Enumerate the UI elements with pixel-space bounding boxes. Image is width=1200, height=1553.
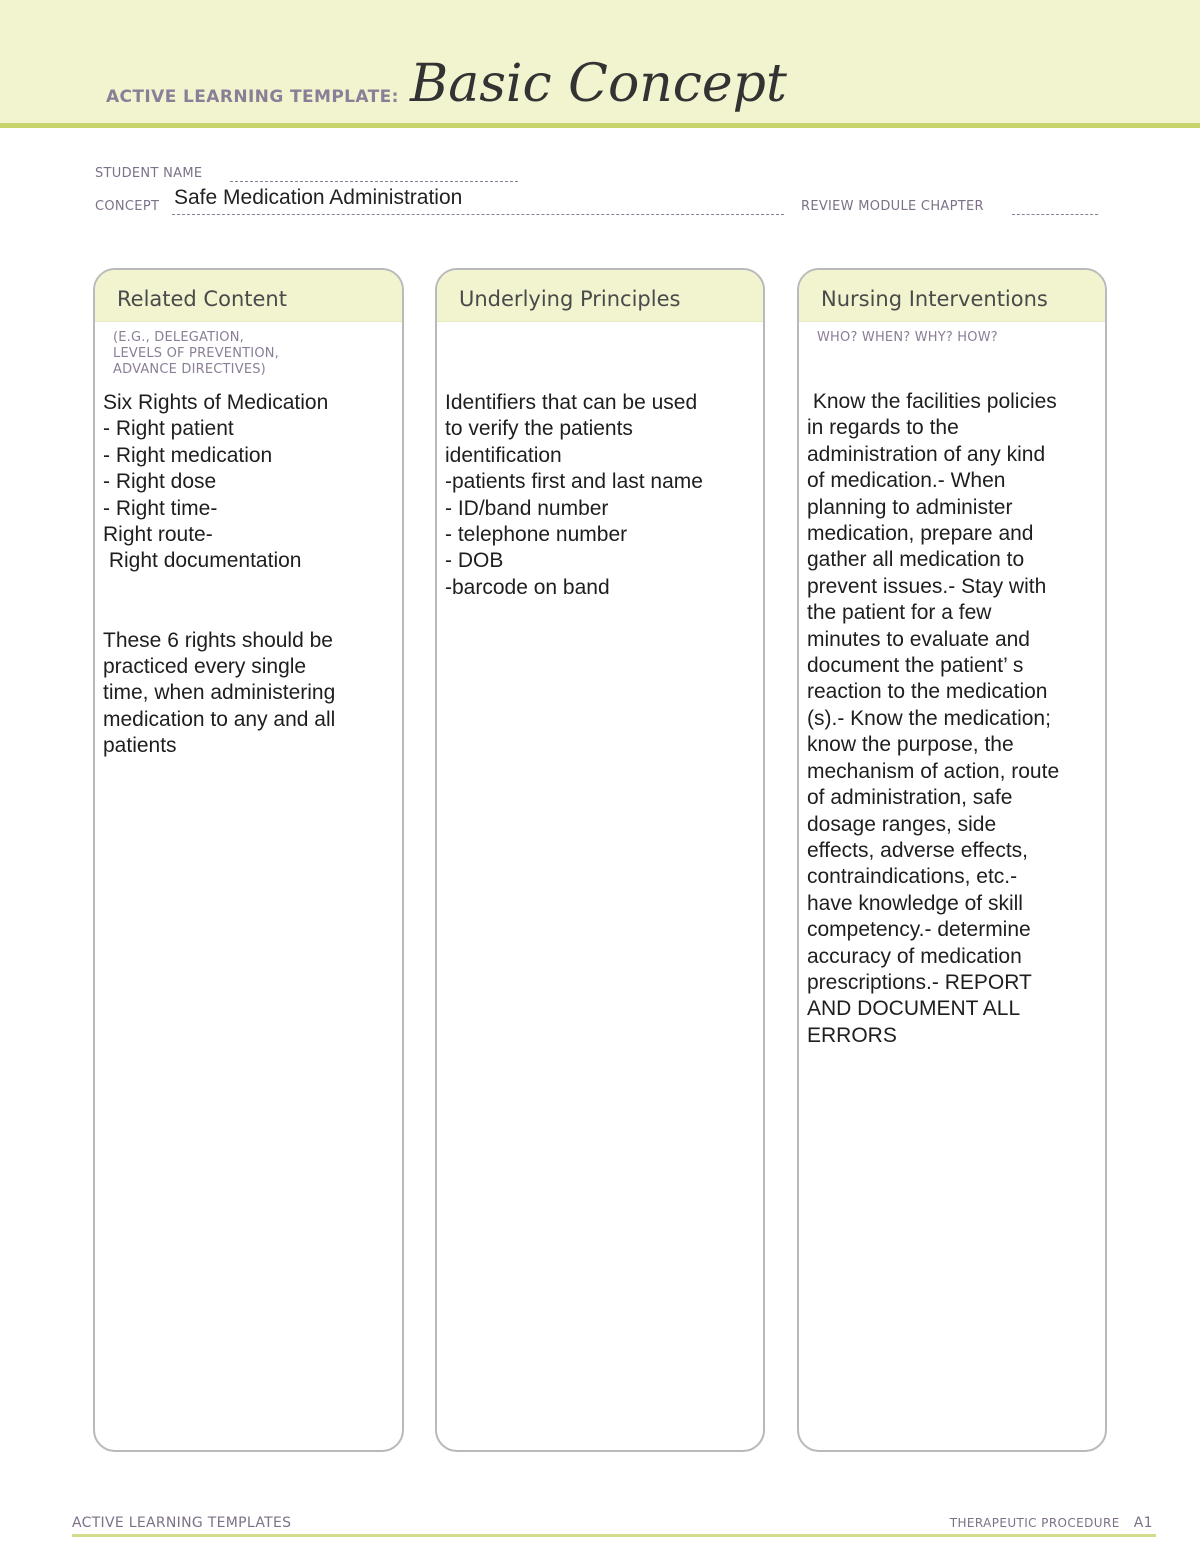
nursing-interventions-text[interactable]: Know the facilities policies in regards to the administration of any kind of medication.- When planning to administer medication, prepare and gather all medication to prevent issues.- Stay with the patient for a few minutes to evaluate and document the patient’ s reaction to the medication (s).- Know the medication; know the purpose, the mechanism of action, route of administration, safe dosage ranges, side effects, adverse effects, contraindications, etc.- have knowledge of skill competency.- determine accuracy of medication prescriptions.- REPORT AND DOCUMENT ALL ERRORS bbox=[807, 390, 1060, 1047]
review-module-field[interactable] bbox=[1012, 214, 1098, 215]
template-label: ACTIVE LEARNING TEMPLATE: bbox=[106, 87, 399, 107]
concept-field-line bbox=[172, 214, 784, 215]
panel-related-content bbox=[93, 268, 404, 1452]
student-name-label: STUDENT NAME bbox=[95, 166, 203, 181]
student-name-field[interactable] bbox=[230, 181, 518, 182]
concept-field[interactable]: Safe Medication Administration bbox=[174, 186, 463, 209]
related-content-text[interactable]: Six Rights of Medication - Right patient - Right medication - Right dose - Right time- Right route- Right documentation These 6 rights should be practiced every single time, when administering medication to any and all patients bbox=[103, 391, 336, 758]
footer-title: ACTIVE LEARNING TEMPLATES bbox=[72, 1515, 292, 1531]
panel-title: Related Content bbox=[95, 270, 402, 322]
footer-divider bbox=[72, 1534, 1156, 1537]
footer-section bbox=[950, 1515, 1153, 1531]
underlying-principles-text[interactable]: Identifiers that can be used to verify the patients identification -patients first and last name - ID/band number - telephone number - DOB -barcode on band bbox=[445, 391, 703, 599]
concept-label: CONCEPT bbox=[95, 199, 160, 214]
header-divider bbox=[0, 123, 1200, 128]
template-title: Basic Concept bbox=[410, 54, 787, 114]
panel-title: Nursing Interventions bbox=[799, 270, 1105, 322]
review-module-label: REVIEW MODULE CHAPTER bbox=[801, 199, 984, 214]
panel-nursing-interventions bbox=[797, 268, 1107, 1452]
panel-subtitle: WHO? WHEN? WHY? HOW? bbox=[817, 330, 998, 345]
footer-section-label: THERAPEUTIC PROCEDURE bbox=[949, 1516, 1120, 1530]
panel-subtitle: (E.G., DELEGATION, LEVELS OF PREVENTION, ADVANCE DIRECTIVES) bbox=[113, 330, 280, 377]
page-number: A1 bbox=[1133, 1515, 1153, 1531]
panel-title: Underlying Principles bbox=[437, 270, 763, 322]
panel-underlying-principles bbox=[435, 268, 765, 1452]
